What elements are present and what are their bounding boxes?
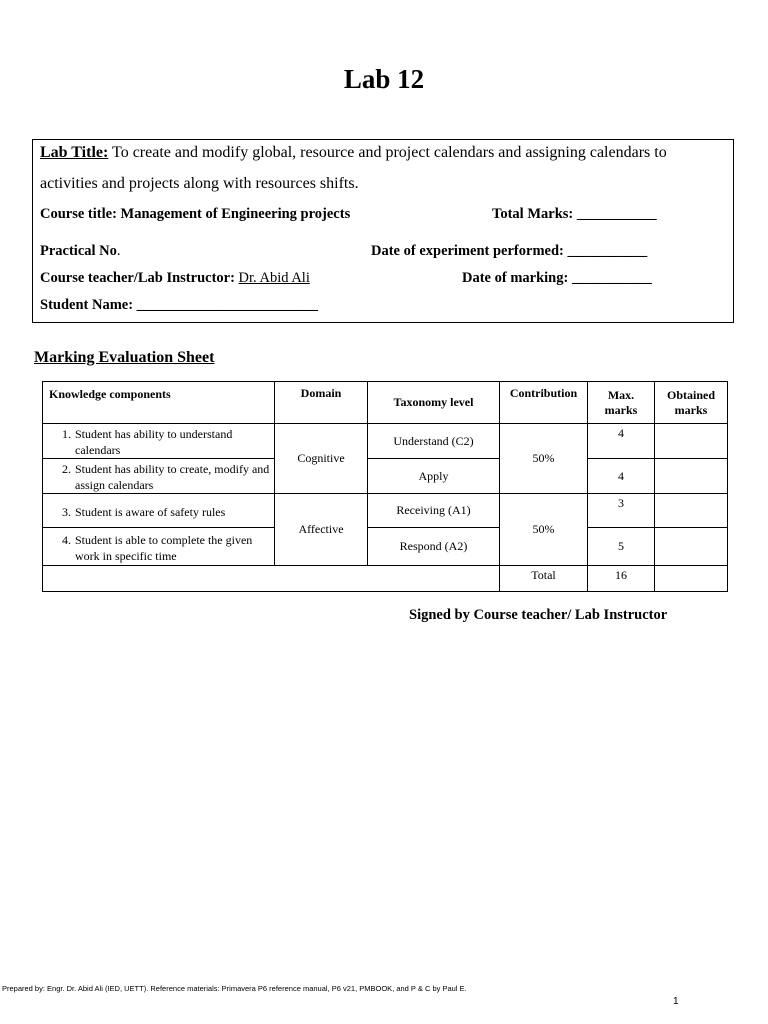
item-number: 3. — [62, 504, 71, 519]
item-text: Student has ability to create, modify and assign calendars — [75, 462, 270, 492]
lab-title-text-2: activities and projects along with resources shifts. — [40, 175, 359, 192]
taxonomy-cell: Apply — [368, 459, 500, 494]
item-text: Student has ability to understand calendars — [75, 427, 233, 457]
total-value-cell: 16 — [588, 566, 655, 592]
lab-title-key: Lab Title: — [40, 144, 109, 161]
footer-prepared-by: Prepared by: Engr. Dr. Abid Ali (IED, UETT). Reference materials: Primavera P6 reference manual, P6 v21, PMBOOK, and P & C by Paul E. — [2, 984, 467, 993]
header-max-marks — [588, 382, 655, 424]
date-marking-label: Date of marking: ___________ — [462, 270, 652, 286]
knowledge-cell — [43, 459, 275, 494]
taxonomy-cell: Understand (C2) — [368, 424, 500, 459]
practical-label: Practical No — [40, 243, 117, 259]
max-marks-cell: 5 — [588, 528, 655, 566]
domain-cell: Cognitive — [275, 424, 368, 494]
evaluation-table — [42, 381, 728, 592]
practical-no-label — [40, 243, 121, 260]
header-contribution: Contribution — [500, 382, 588, 424]
student-name-label: Student Name: _________________________ — [40, 297, 318, 313]
max-marks-cell: 4 — [588, 424, 655, 459]
knowledge-cell — [43, 494, 275, 528]
course-title-label: Course title: Management of Engineering projects — [40, 206, 351, 222]
max-marks-cell: 4 — [588, 459, 655, 494]
table-row — [43, 459, 728, 494]
practical-suffix: . — [116, 243, 121, 259]
lab-heading: Lab 12 — [343, 64, 425, 94]
instructor-line — [40, 270, 310, 287]
header-obtained-marks — [655, 382, 728, 424]
taxonomy-cell: Receiving (A1) — [368, 494, 500, 528]
signed-by-label: Signed by Course teacher/ Lab Instructor — [409, 607, 668, 623]
total-obtained-cell — [655, 566, 728, 592]
header-obtained-line2: marks — [674, 402, 708, 417]
header-domain: Domain — [275, 382, 368, 424]
header-max-line2: marks — [604, 402, 638, 417]
lab-title-line-1 — [40, 144, 667, 162]
total-label-cell: Total — [500, 566, 588, 592]
obtained-marks-cell — [655, 528, 728, 566]
total-row — [43, 566, 728, 592]
header-obtained-line1: Obtained — [666, 387, 715, 402]
taxonomy-cell: Respond (A2) — [368, 528, 500, 566]
total-marks-label: Total Marks: ___________ — [492, 206, 657, 222]
header-max-line1: Max. — [607, 387, 635, 402]
max-marks-cell: 3 — [588, 494, 655, 528]
contribution-cell: 50% — [500, 494, 588, 566]
instructor-name: Dr. Abid Ali — [238, 270, 310, 286]
knowledge-cell — [43, 528, 275, 566]
table-row — [43, 494, 728, 528]
page-number: 1 — [673, 996, 679, 1007]
evaluation-sheet-title: Marking Evaluation Sheet — [34, 349, 215, 366]
domain-cell: Affective — [275, 494, 368, 566]
item-text: Student is able to complete the given work in specific time — [75, 532, 253, 563]
instructor-label: Course teacher/Lab Instructor: — [40, 270, 235, 286]
item-text: Student is aware of safety rules — [75, 504, 226, 519]
table-row — [43, 528, 728, 566]
item-number: 4. — [62, 532, 71, 547]
total-blank-cell — [43, 566, 500, 592]
contribution-cell: 50% — [500, 424, 588, 494]
header-knowledge: Knowledge components — [43, 382, 275, 424]
knowledge-cell — [43, 424, 275, 459]
lab-info-box — [32, 139, 734, 323]
obtained-marks-cell — [655, 459, 728, 494]
table-row — [43, 424, 728, 459]
header-taxonomy: Taxonomy level — [368, 382, 500, 424]
lab-title-text-1: To create and modify global, resource and project calendars and assigning calendars to — [112, 144, 667, 161]
date-performed-label: Date of experiment performed: ___________ — [371, 243, 648, 259]
item-number: 1. — [62, 427, 71, 441]
table-header-row — [43, 382, 728, 424]
item-number: 2. — [62, 462, 71, 476]
obtained-marks-cell — [655, 494, 728, 528]
obtained-marks-cell — [655, 424, 728, 459]
